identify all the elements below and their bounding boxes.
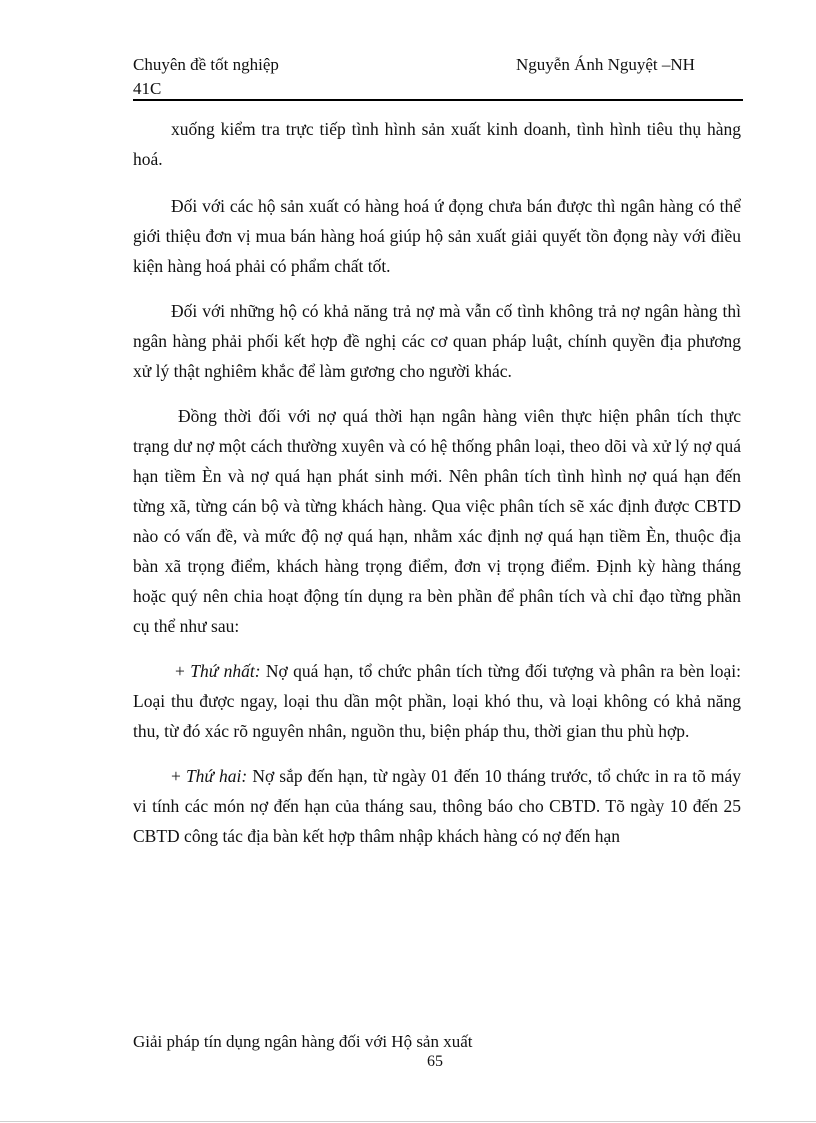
paragraph-6-prefix: +	[171, 766, 186, 786]
paragraph-5-label: Thứ nhất:	[190, 661, 261, 681]
body-text	[133, 114, 741, 866]
header-author: Nguyễn Ánh Nguyệt –NH	[516, 55, 695, 74]
paragraph-5-prefix: +	[175, 661, 191, 681]
paragraph-5	[133, 656, 741, 746]
header-class-code: 41C	[133, 79, 162, 98]
paragraph-5-text: Nợ quá hạn, tổ chức phân tích từng đối tượng và phân ra bèn loại: Loại thu được ngay, loại thu dần một phần, loại khó thu, và loại không có khả năng thu, từ đó xác rõ nguyên nhân, nguồn thu, biện pháp thu, thời gian thu phù hợp.	[133, 661, 741, 741]
paragraph-6	[133, 761, 741, 851]
page-number: 65	[427, 1053, 443, 1070]
footer-divider	[0, 1121, 816, 1122]
paragraph-4: Đồng thời đối với nợ quá thời hạn ngân hàng viên thực hiện phân tích thực trạng dư nợ một cách thường xuyên và có hệ thống phân loại, theo dõi và xử lý nợ quá hạn tiềm Èn và nợ quá hạn phát sinh mới. Nên phân tích tình hình nợ quá hạn đến từng xã, từng cán bộ và từng khách hàng. Qua việc phân tích sẽ xác định được CBTD nào có vấn đề, và mức độ nợ quá hạn, nhằm xác định nợ quá hạn tiềm Èn, thuộc địa bàn xã trọng điểm, khách hàng trọng điểm, đơn vị trọng điểm. Định kỳ hàng tháng hoặc quý nên chia hoạt động tín dụng ra bèn phần để phân tích và chỉ đạo từng phần cụ thể như sau:	[133, 406, 741, 636]
header-thesis-title: Chuyên đề tốt nghiệp	[133, 55, 279, 74]
paragraph-6-label: Thứ hai:	[185, 766, 248, 786]
header-left	[133, 53, 279, 101]
paragraph-6-text: Nợ sắp đến hạn, từ ngày 01 đến 10 tháng trước, tổ chức in ra tõ máy vi tính các món nợ đến hạn của tháng sau, thông báo cho CBTD. Tõ ngày 10 đến 25 CBTD công tác địa bàn kết hợp thâm nhập khách hàng có nợ đến hạn	[133, 766, 742, 846]
paragraph-1: xuống kiểm tra trực tiếp tình hình sản xuất kinh doanh, tình hình tiêu thụ hàng hoá.	[133, 119, 741, 169]
paragraph-2: Đối với các hộ sản xuất có hàng hoá ứ đọng chưa bán được thì ngân hàng có thể giới thiệu đơn vị mua bán hàng hoá giúp hộ sản xuất giải quyết tồn đọng này với điều kiện hàng hoá phải có phẩm chất tốt.	[133, 196, 741, 276]
paragraph-3: Đối với những hộ có khả năng trả nợ mà vẫn cố tình không trả nợ ngân hàng thì ngân hàng phải phối kết hợp đề nghị các cơ quan pháp luật, chính quyền địa phương xử lý thật nghiêm khắc để làm gương cho người khác.	[133, 301, 741, 381]
header-divider	[133, 99, 743, 101]
footer-title: Giải pháp tín dụng ngân hàng đối với Hộ sản xuất	[133, 1032, 473, 1051]
